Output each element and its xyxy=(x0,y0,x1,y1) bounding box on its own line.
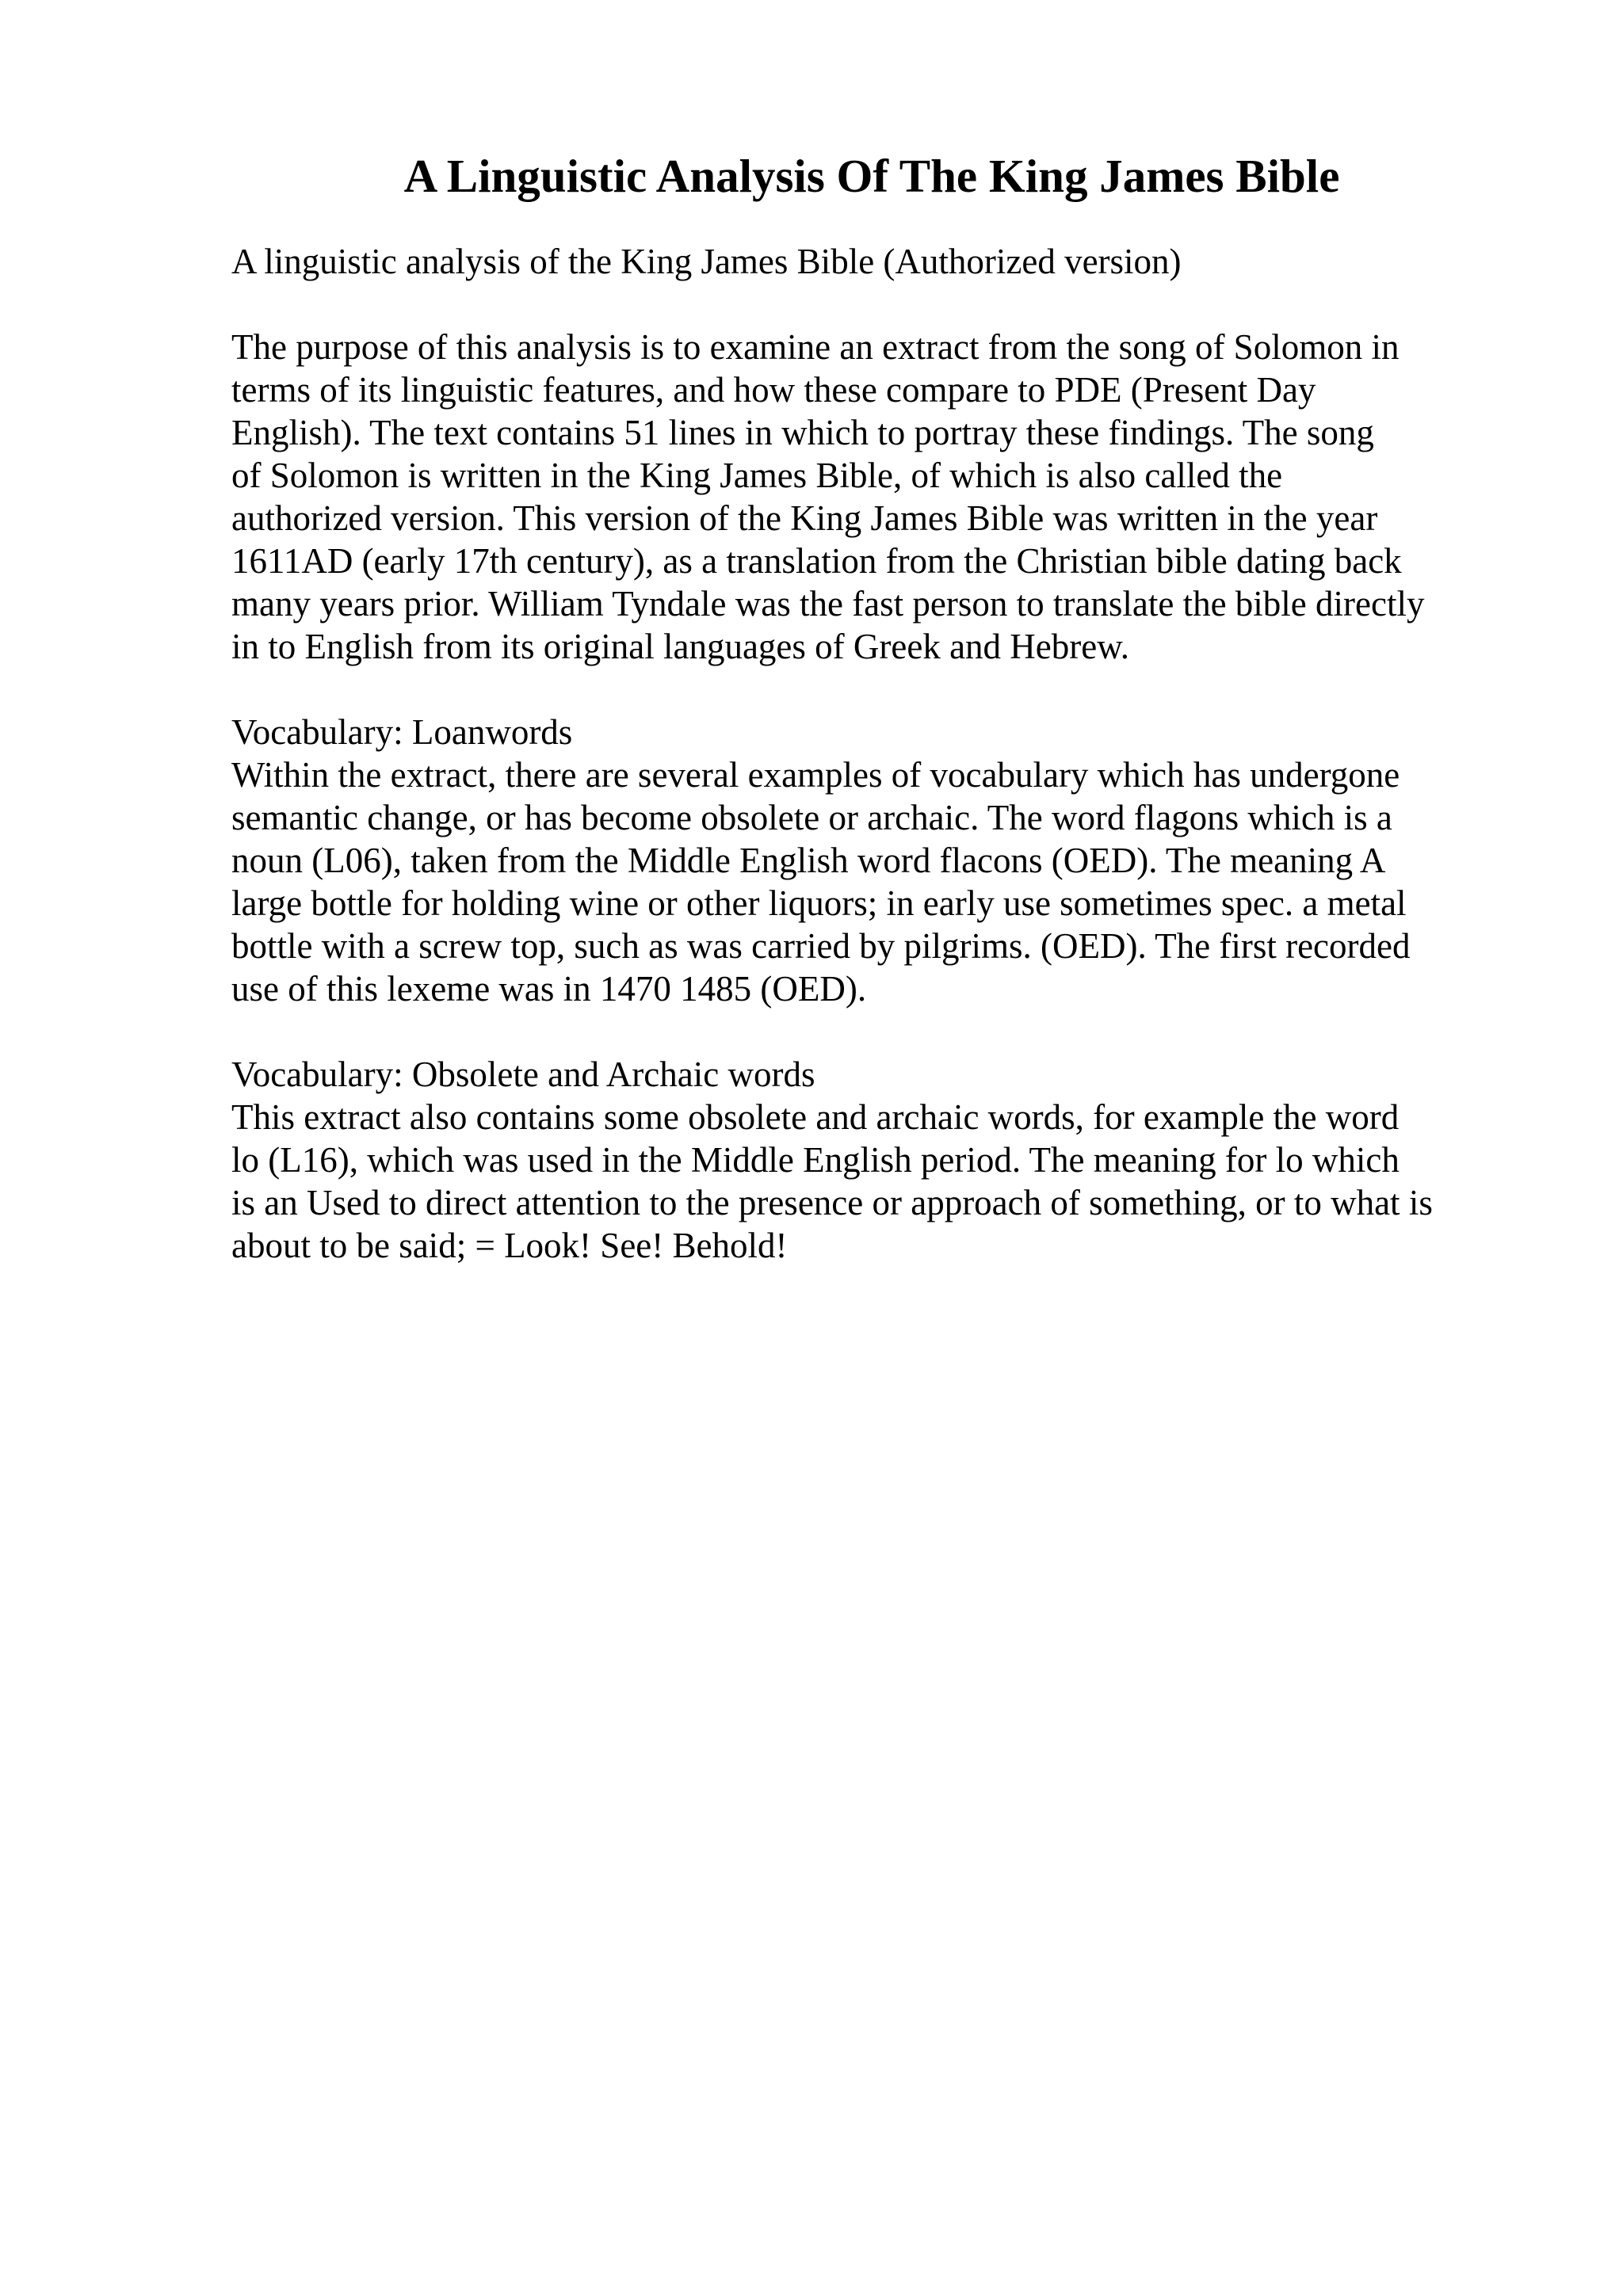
text-line: noun (L06), taken from the Middle English word flacons (OED). The meaning A xyxy=(231,841,1386,880)
text-line: is an Used to direct attention to the presence or approach of something, or to what is xyxy=(231,1183,1433,1222)
text-line: Within the extract, there are several examples of vocabulary which has undergone xyxy=(231,755,1400,795)
paragraph-spacer xyxy=(231,668,1515,711)
section-obsolete-archaic xyxy=(231,1053,1515,1267)
text-line: semantic change, or has become obsolete or archaic. The word flagons which is a xyxy=(231,798,1392,837)
section-heading: Vocabulary: Obsolete and Archaic words xyxy=(231,1055,815,1094)
text-line: English). The text contains 51 lines in which to portray these findings. The song xyxy=(231,413,1374,452)
text-line: many years prior. William Tyndale was the fast person to translate the bible directly xyxy=(231,584,1425,624)
document-subtitle: A linguistic analysis of the King James Bible (Authorized version) xyxy=(231,242,1182,281)
intro-paragraph xyxy=(231,326,1515,668)
text-line: The purpose of this analysis is to examine an extract from the song of Solomon in xyxy=(231,327,1400,367)
text-line: large bottle for holding wine or other liquors; in early use sometimes spec. a metal xyxy=(231,883,1407,923)
text-line: use of this lexeme was in 1470 1485 (OED). xyxy=(231,969,867,1009)
text-line: of Solomon is written in the King James Bible, of which is also called the xyxy=(231,456,1283,495)
text-line: bottle with a screw top, such as was carried by pilgrims. (OED). The first recorded xyxy=(231,926,1411,966)
text-line: This extract also contains some obsolete and archaic words, for example the word xyxy=(231,1097,1400,1137)
document-body xyxy=(231,240,1515,1267)
section-heading: Vocabulary: Loanwords xyxy=(231,712,573,752)
text-line: lo (L16), which was used in the Middle English period. The meaning for lo which xyxy=(231,1140,1400,1180)
paragraph-spacer xyxy=(231,1010,1515,1053)
text-line: authorized version. This version of the King James Bible was written in the year xyxy=(231,498,1378,538)
paragraph-spacer xyxy=(231,283,1515,326)
text-line: 1611AD (early 17th century), as a translation from the Christian bible dating back xyxy=(231,541,1402,581)
text-line: in to English from its original languages of Greek and Hebrew. xyxy=(231,627,1130,666)
text-line: about to be said; = Look! See! Behold! xyxy=(231,1226,788,1265)
document-title: A Linguistic Analysis Of The King James Bible xyxy=(403,150,1340,202)
section-loanwords xyxy=(231,711,1515,1010)
text-line: terms of its linguistic features, and how these compare to PDE (Present Day xyxy=(231,370,1316,410)
